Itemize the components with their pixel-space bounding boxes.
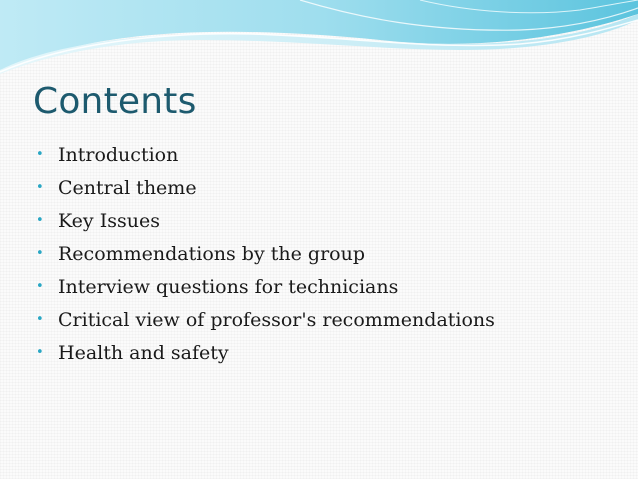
list-item — [36, 270, 495, 303]
contents-list — [36, 138, 495, 369]
list-item-text: Interview questions for technicians — [58, 275, 399, 298]
bullet-icon: • — [36, 147, 44, 162]
bullet-icon: • — [36, 345, 44, 360]
list-item — [36, 138, 495, 171]
list-item — [36, 303, 495, 336]
list-item-text: Recommendations by the group — [58, 242, 365, 265]
list-item — [36, 336, 495, 369]
slide-title: Contents — [33, 81, 197, 122]
list-item-text: Introduction — [58, 143, 179, 166]
list-item — [36, 237, 495, 270]
list-item-text: Critical view of professor's recommendations — [58, 308, 495, 331]
bullet-icon: • — [36, 213, 44, 228]
list-item-text: Health and safety — [58, 341, 229, 364]
decorative-wave-header — [0, 0, 638, 80]
bullet-icon: • — [36, 246, 44, 261]
bullet-icon: • — [36, 312, 44, 327]
list-item-text: Central theme — [58, 176, 197, 199]
list-item — [36, 171, 495, 204]
list-item-text: Key Issues — [58, 209, 160, 232]
list-item — [36, 204, 495, 237]
bullet-icon: • — [36, 279, 44, 294]
bullet-icon: • — [36, 180, 44, 195]
